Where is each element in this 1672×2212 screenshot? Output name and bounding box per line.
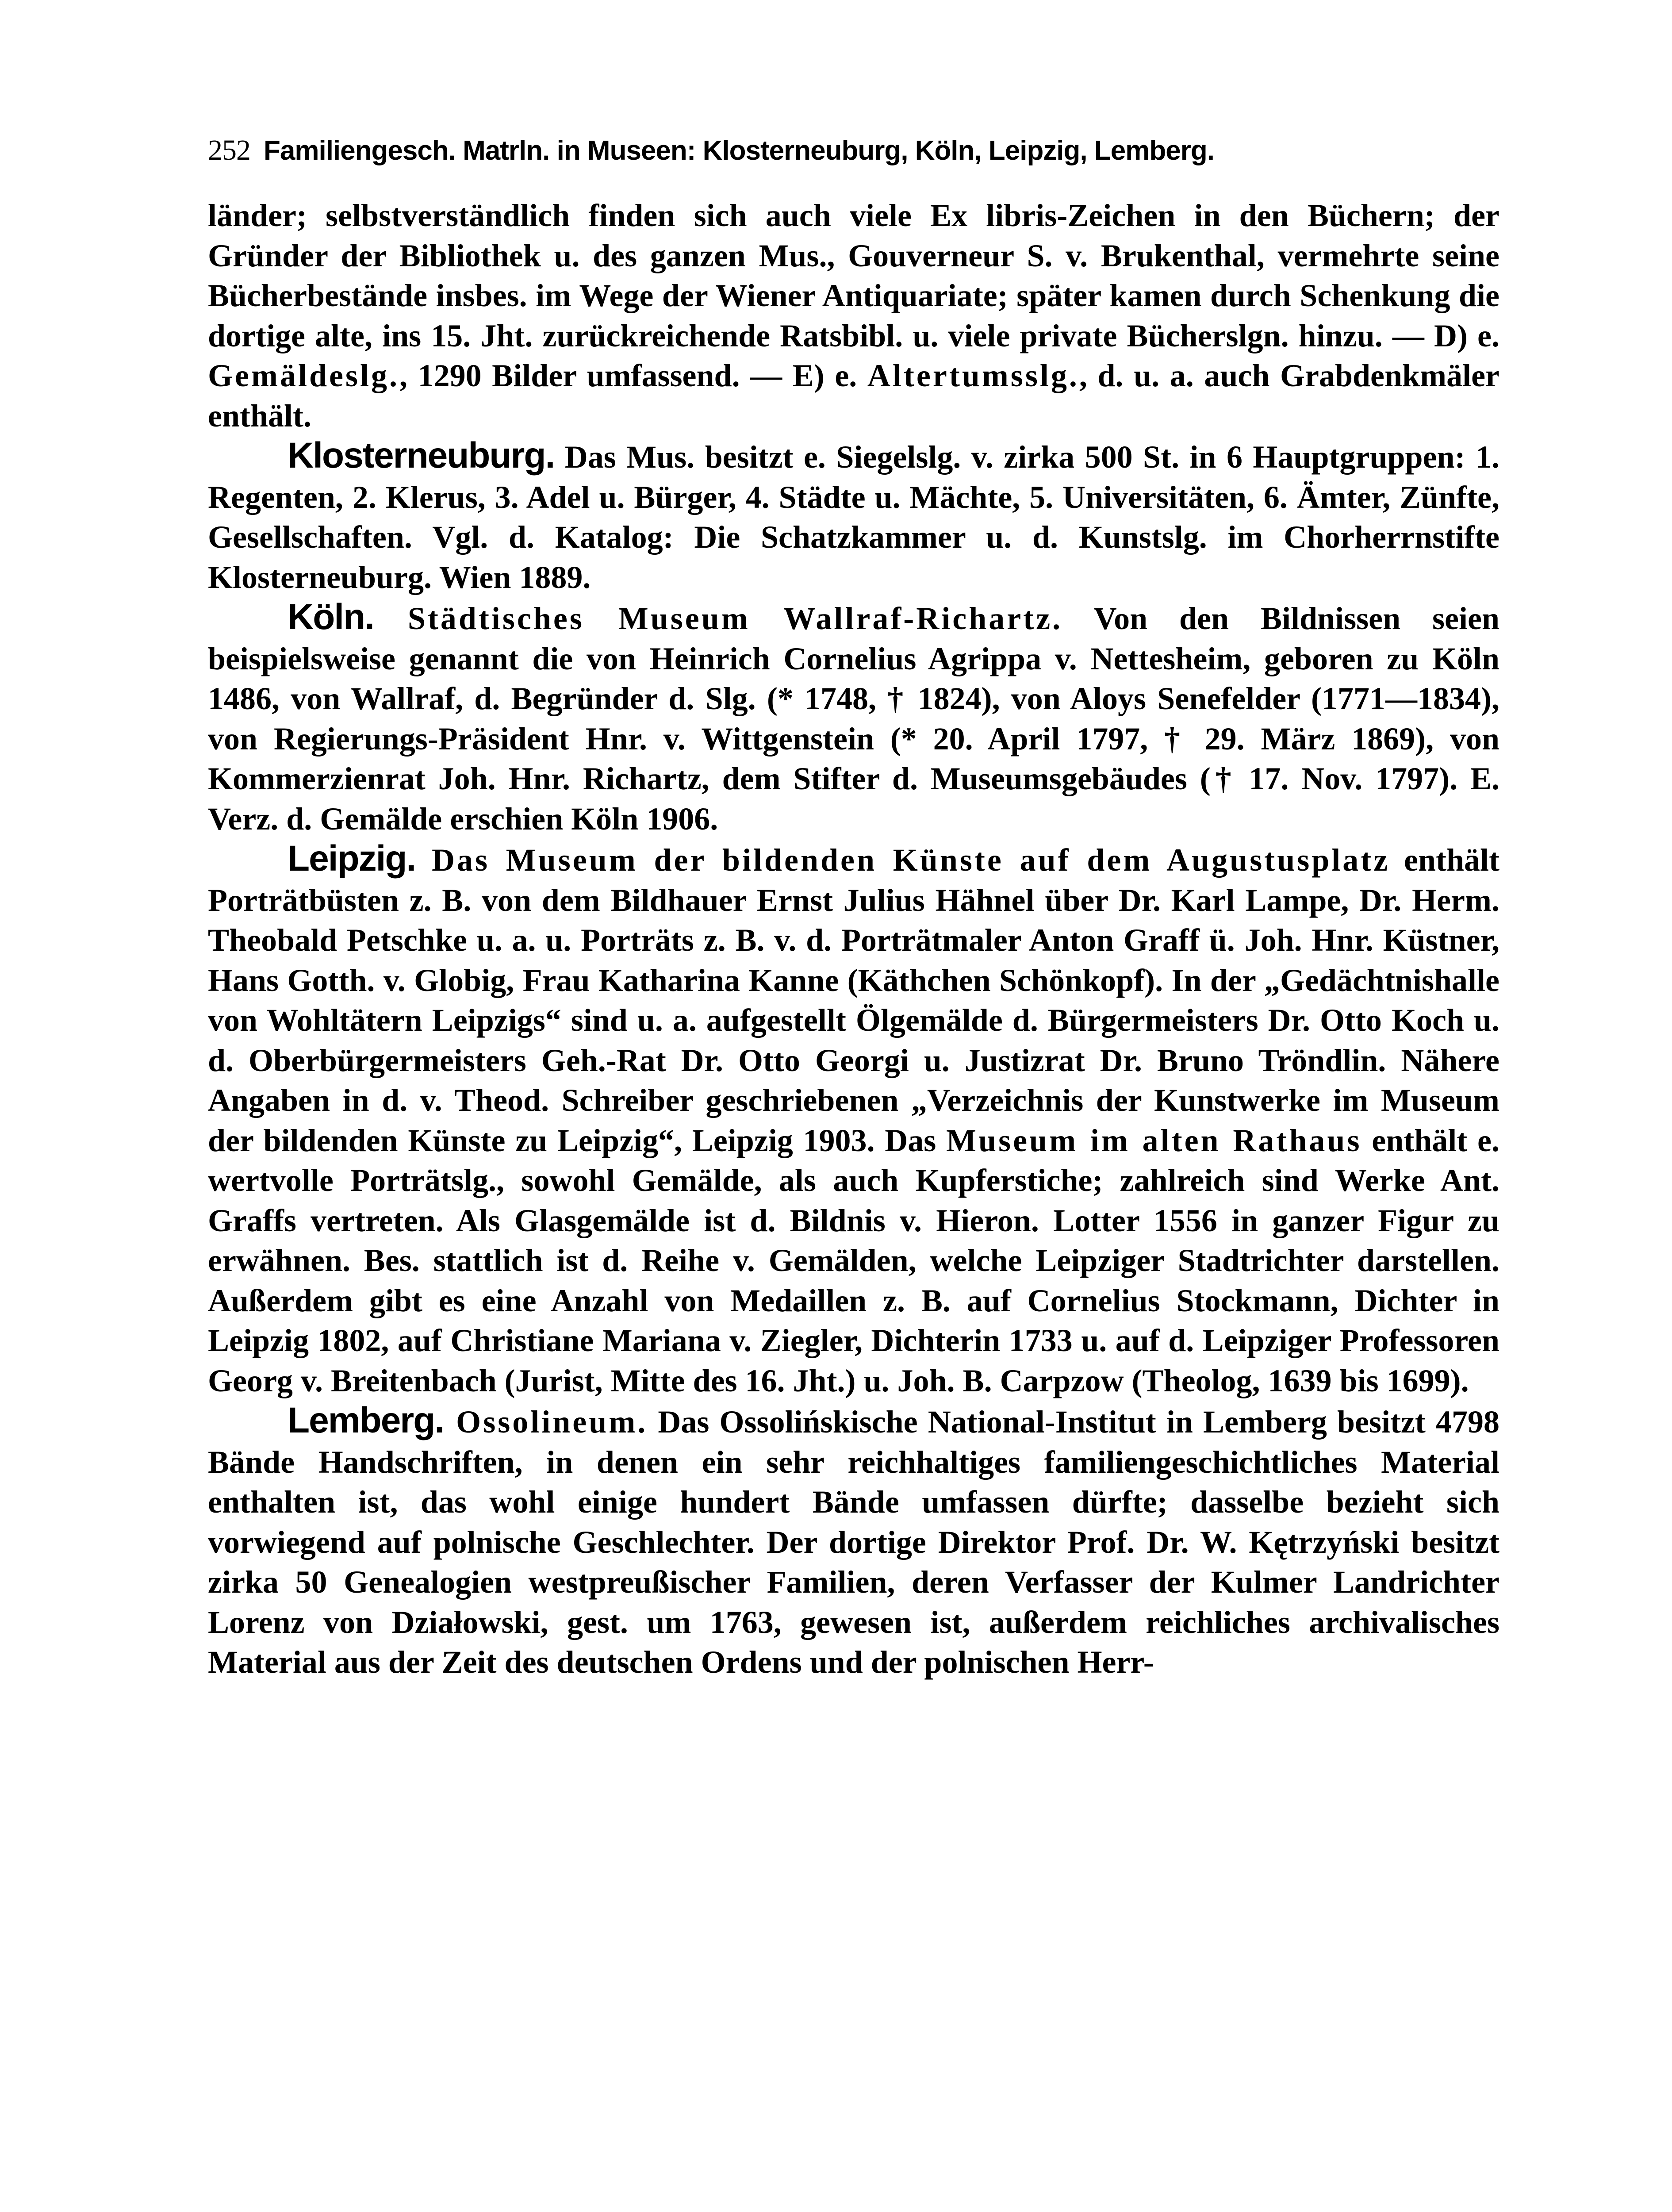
entry-text-klosterneuburg: Das Mus. besitzt e. Siegelslg. v. zirka 500 St. in 6 Hauptgruppen: 1. Regenten, 2. Klerus, 3. Adel u. Bürger, 4. Städte u. Mächte, 5. Universitäten, 6. Ämter, Zünfte, Gesellschaften. Vgl. d. Katalog: Die Schatzkammer u. d. Kunstslg. im Chorherrnstifte Klosterneuburg. Wien 1889. bbox=[208, 439, 1499, 595]
museum-name-bildende-kuenste: Das Museum der bildenden Künste auf dem Augustusplatz bbox=[415, 842, 1390, 878]
entry-heading-lemberg: Lemberg. bbox=[288, 1400, 444, 1440]
entry-leipzig bbox=[208, 839, 1499, 1401]
intro-paragraph bbox=[208, 196, 1499, 436]
entry-klosterneuburg bbox=[208, 436, 1499, 597]
intro-text-2: , 1290 Bilder umfassend. — E) e. bbox=[399, 358, 867, 393]
body-text bbox=[208, 196, 1499, 1682]
intro-term-gemaeldeslg: Gemäldeslg. bbox=[208, 358, 399, 393]
intro-term-altertumsslg: Altertumsslg. bbox=[867, 358, 1079, 393]
intro-text-1: länder; selbstverständlich finden sich auch viele Ex libris-Zeichen in den Büchern; der Gründer der Bibliothek u. des ganzen Mus., Gouverneur S. v. Brukenthal, vermehrte seine Bücherbestände insbes. im Wege der Wiener Antiquariate; später kamen durch Schenkung die dortige alte, ins 15. Jht. zurückreichende Ratsbibl. u. viele private Bücherslgn. hinzu. — D) e. bbox=[208, 198, 1499, 353]
intro-text-3: , d. u. a. auch Grabdenkmäler enthält. bbox=[208, 358, 1499, 434]
entry-text-lemberg: Das Ossolińskische National-Institut in Lemberg besitzt 4798 Bände Handschriften, in denen ein sehr reichhaltiges familiengeschichtliches Material enthalten ist, das wohl einige hundert Bände umfassen dürfte; dasselbe bezieht sich vorwiegend auf polnische Geschlechter. Der dortige Direktor Prof. Dr. W. Kętrzyński besitzt zirka 50 Genealogien westpreußischer Familien, deren Verfasser der Kulmer Landrichter Lorenz von Działowski, gest. um 1763, gewesen ist, außerdem reichliches archivalisches Material aus der Zeit des deutschen Ordens und der polnischen Herr- bbox=[208, 1404, 1499, 1680]
entry-text-leipzig-1: enthält Porträtbüsten z. B. von dem Bildhauer Ernst Julius Hähnel über Dr. Karl Lampe, Dr. Herm. Theobald Petschke u. a. u. Porträts z. B. v. d. Porträtmaler Anton Graff ü. Joh. Hnr. Küstner, Hans Gotth. v. Globig, Frau Katharina Kanne (Käthchen Schönkopf). In der „Gedächtnishalle von Wohltätern Leipzigs“ sind u. a. aufgestellt Ölgemälde d. Bürgermeisters Dr. Otto Koch u. d. Oberbürgermeisters Geh.-Rat Dr. Otto Georgi u. Justizrat Dr. Bruno Tröndlin. Nähere Angaben in d. v. Theod. Schreiber geschriebenen „Verzeichnis der Kunstwerke im Museum der bildenden Künste zu Leipzig“, Leipzig 1903. Das bbox=[208, 842, 1500, 1158]
running-title: Familiengesch. Matrln. in Museen: Klosterneuburg, Köln, Leipzig, Lemberg. bbox=[264, 135, 1214, 166]
entry-text-koeln: Von den Bildnissen seien beispielsweise genannt die von Heinrich Cornelius Agrippa v. Nettesheim, geboren zu Köln 1486, von Wallraf, d. Begründer d. Slg. (* 1748, † 1824), von Aloys Senefelder (1771—1834), von Regierungs-Präsident Hnr. v. Wittgenstein (* 20. April 1797, † 29. März 1869), von Kommerzienrat Joh. Hnr. Richartz, dem Stifter d. Museumsgebäudes († 17. Nov. 1797). E. Verz. d. Gemälde erschien Köln 1906. bbox=[208, 601, 1499, 837]
book-page bbox=[208, 133, 1499, 1682]
entry-text-leipzig-2: enthält e. wertvolle Porträtslg., sowohl Gemälde, als auch Kupferstiche; zahlreich sind Werke Ant. Graffs vertreten. Als Glasgemälde ist d. Bildnis v. Hieron. Lotter 1556 in ganzer Figur zu erwähnen. Bes. stattlich ist d. Reihe v. Gemälden, welche Leipziger Stadtrichter darstellen. Außerdem gibt es eine Anzahl von Medaillen z. B. auf Cornelius Stockmann, Dichter in Leipzig 1802, auf Christiane Mariana v. Ziegler, Dichterin 1733 u. auf d. Leipziger Professoren Georg v. Breitenbach (Jurist, Mitte des 16. Jht.) u. Joh. B. Carpzow (Theolog, 1639 bis 1699). bbox=[208, 1122, 1499, 1398]
museum-name-ossolineum: Ossolineum. bbox=[444, 1404, 648, 1440]
entry-lemberg bbox=[208, 1401, 1499, 1682]
museum-name-wallraf-richartz: Städtisches Museum Wallraf-Richartz. bbox=[373, 601, 1063, 636]
page-number: 252 bbox=[208, 134, 250, 166]
running-header bbox=[208, 133, 1499, 168]
museum-name-altes-rathaus: Museum im alten Rathaus bbox=[946, 1122, 1362, 1158]
entry-heading-leipzig: Leipzig. bbox=[288, 838, 416, 879]
entry-koeln bbox=[208, 597, 1499, 839]
entry-heading-klosterneuburg: Klosterneuburg. bbox=[288, 435, 555, 476]
entry-heading-koeln: Köln. bbox=[288, 597, 374, 637]
